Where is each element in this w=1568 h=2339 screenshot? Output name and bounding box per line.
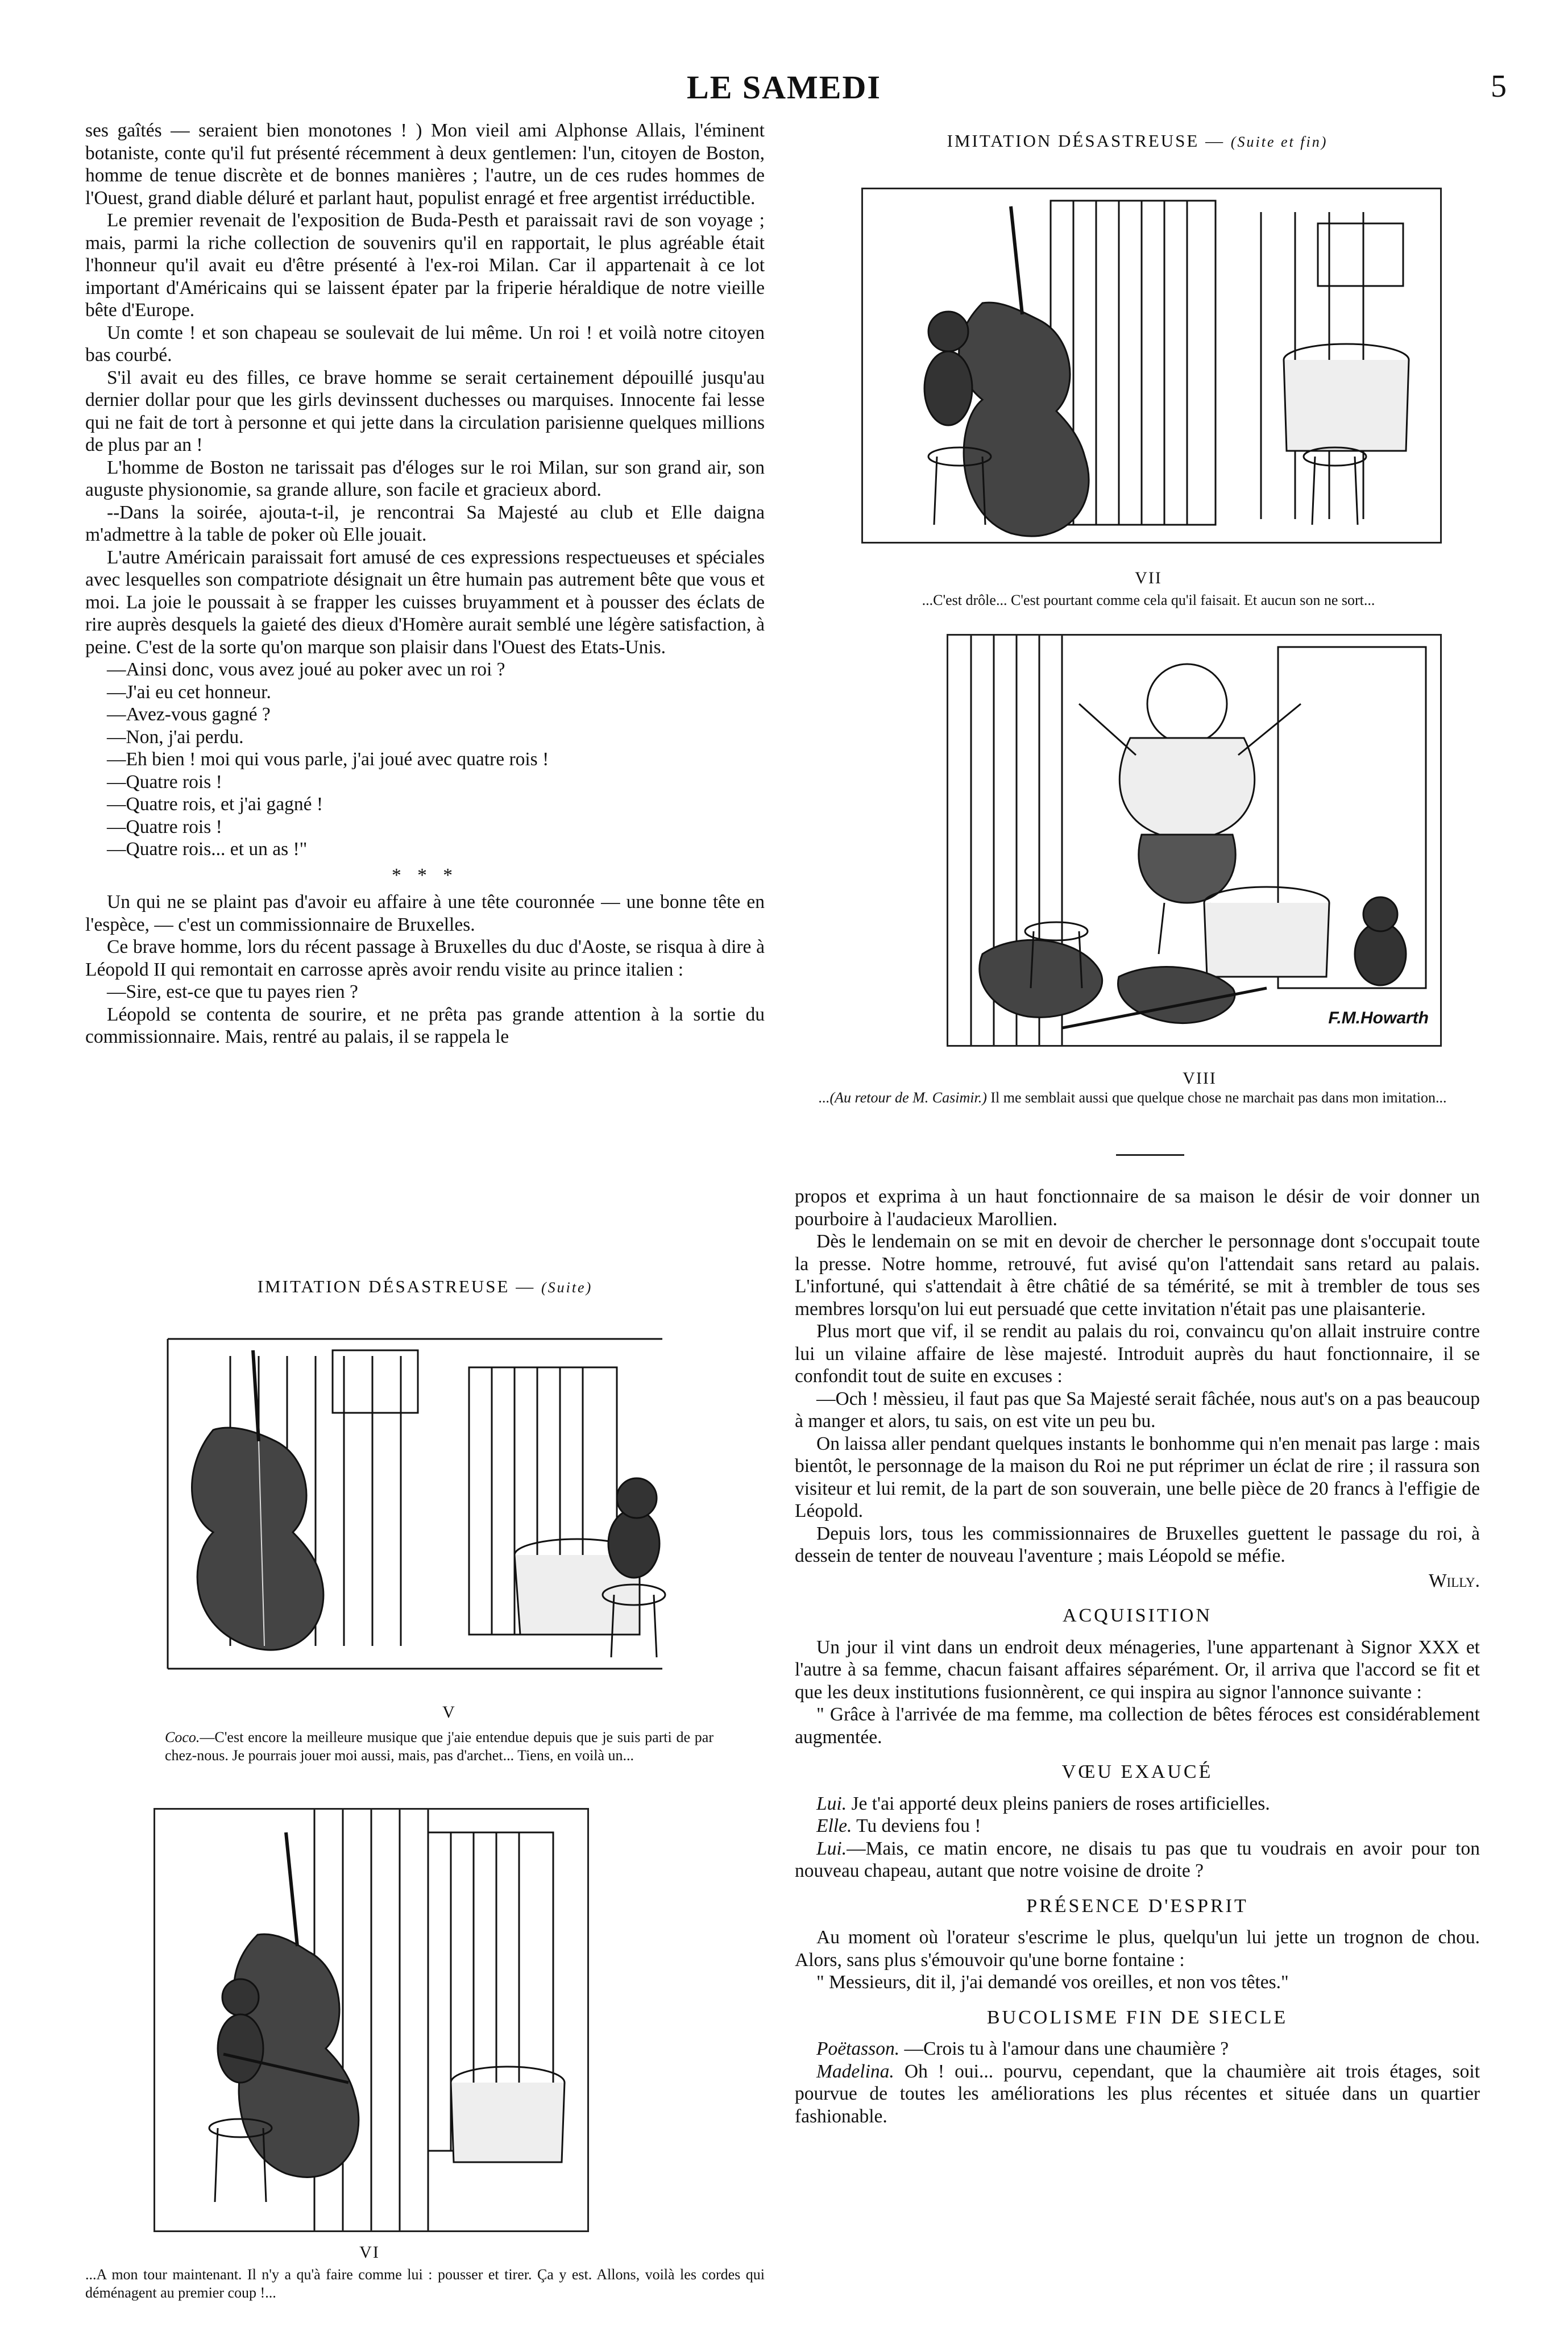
illustration-vii-caption: ...C'est drôle... C'est pourtant comme cela qu'il faisait. Et aucun son ne sort...: [922, 592, 1375, 608]
caption-speaker: Coco.: [165, 1729, 200, 1745]
paragraph: Un jour il vint dans un endroit deux ménageries, l'une appartenant à Signor XXX et l'autre à sa femme, chacun faisant affaires séparément. Or, il arriva que l'accord se fit et que les deux institutions fusionnèrent, ce qui inspira au signor l'annonce suivante :: [795, 1636, 1480, 1703]
caption-text: —C'est encore la meilleure musique que j'aie entendue depuis que je suis parti de par chez-nous. Je pourrais jouer moi aussi, mais, pas d'archet... Tiens, en voilà un...: [165, 1729, 714, 1764]
paragraph: S'il avait eu des filles, ce brave homme se serait certainement dépouillé jusqu'au dernier dollar pour que les girls devinssent duchesses ou marquises. Innocente fai lesse qui ne fait de tort à personne et qui jette dans la circulation parisienne quelques millions de plus par an !: [85, 367, 765, 455]
dialogue-line: —Quatre rois !: [107, 771, 222, 793]
illustration-viii-caption: [819, 1089, 1478, 1107]
dialogue-line: —Ainsi donc, vous avez joué au poker avec un roi ?: [107, 659, 505, 680]
dialogue-line: —Quatre rois !: [107, 816, 222, 837]
illustration-title-left: [85, 1276, 765, 1297]
illustration-viii-numeral: VIII: [1183, 1069, 1217, 1088]
dialogue-line: —Quatre rois, et j'ai gagné !: [107, 794, 323, 815]
divider: [1116, 1154, 1184, 1156]
section-title-presence: PRÉSENCE D'ESPRIT: [1026, 1895, 1248, 1917]
illustration-vi-numeral: VI: [359, 2243, 380, 2262]
dialogue-line: —Quatre rois... et un as !": [107, 839, 308, 860]
page-header: [0, 68, 1568, 119]
illustration-vi: [154, 1808, 589, 2232]
paragraph: ses gaîtés — seraient bien monotones ! ) Mon vieil ami Alphonse Allais, l'éminent botaniste, conte qu'il fut présenté récemment à deux gentlemen: l'un, citoyen de Boston, homme de tenue discrète et de bonnes manières ; l'autre, un de ces rudes hommes de l'Ouest, grand diable déluré et parlant haut, populist enragé et free argentist irréductible.: [85, 120, 765, 209]
illustration-v-drawing: [151, 1328, 694, 1683]
illustration-vii: [861, 188, 1442, 544]
illustration-vi-caption: ...A mon tour maintenant. Il n'y a qu'à faire comme lui : pousser et tirer. Ça y est. Allons, voilà les cordes qui déménagent au premier coup !...: [85, 2266, 765, 2301]
paragraph: Plus mort que vif, il se rendit au palais du roi, convaincu qu'on allait instruire contre lui un vilaine affaire de lèse majesté. Introduit auprès du haut fonctionnaire, il se confondit tout de suite en excuses :: [795, 1321, 1480, 1387]
speaker: Lui.: [816, 1793, 847, 1814]
illustration-title-suffix: (Suite et fin): [1230, 134, 1328, 150]
illustration-v: [151, 1328, 694, 1683]
left-column: [85, 119, 765, 1048]
illustration-title-text: IMITATION DÉSASTREUSE —: [947, 131, 1225, 151]
speaker: Elle.: [816, 1815, 852, 1836]
dialogue-line: [795, 2038, 1480, 2060]
speaker: Madelina.: [816, 2060, 894, 2082]
section-title-bucolisme: BUCOLISME FIN DE SIECLE: [986, 2006, 1288, 2028]
paragraph: On laissa aller pendant quelques instants le bonhomme qui n'en menait pas large : mais bientôt, le personnage de la maison du Roi ne put réprimer un éclat de rire ; il rassura son visiteur et lui remit, de la part de son souverain, une belle pièce de 20 francs à l'effigie de Léopold.: [795, 1433, 1480, 1521]
paragraph: --Dans la soirée, ajouta-t-il, je rencontrai Sa Majesté au club et Elle daigna m'admettre à la table de poker où Elle jouait.: [85, 501, 765, 545]
illustration-title-suffix: (Suite): [541, 1279, 593, 1296]
illustration-v-numeral: V: [442, 1703, 456, 1722]
illustration-viii: [947, 634, 1442, 1047]
line-text: —Crois tu à l'amour dans une chaumière ?: [904, 2038, 1229, 2059]
illustration-viii-drawing: [948, 636, 1440, 1045]
section-separator: * * *: [392, 864, 458, 886]
paragraph: " Grâce à l'arrivée de ma femme, ma collection de bêtes féroces est considérablement augmentée.: [795, 1704, 1480, 1748]
line-text: Je t'ai apporté deux pleins paniers de roses artificielles.: [851, 1793, 1270, 1814]
illustration-title-text: IMITATION DÉSASTREUSE —: [257, 1276, 536, 1296]
line-text: Tu deviens fou !: [856, 1815, 981, 1836]
paragraph: Le premier revenait de l'exposition de Buda-Pesth et paraissait ravi de son voyage ; mais, parmi la riche collection de souvenirs qu'il en rapportait, le plus agréable était l'honneur qu'il avait eu d'être présenté à l'ex-roi Milan. Car il appartenait à ce lot important d'Américains qui se laissent épater par la friperie héraldique de notre vieille bête d'Europe.: [85, 210, 765, 321]
paragraph: Léopold se contenta de sourire, et ne prêta pas grande attention à la sortie du commissionnaire. Mais, rentré au palais, il se rappela le: [85, 1003, 765, 1047]
paragraph: Un comte ! et son chapeau se soulevait de lui même. Un roi ! et voilà notre citoyen bas courbé.: [85, 322, 765, 366]
illustration-title-right: [795, 131, 1480, 151]
caption-text: Il me semblait aussi que quelque chose ne marchait pas dans mon imitation...: [990, 1089, 1447, 1106]
section-title-acquisition: ACQUISITION: [1062, 1605, 1213, 1626]
illustration-v-caption: [165, 1728, 714, 1765]
page-number: 5: [1491, 69, 1507, 104]
paragraph: Dès le lendemain on se mit en devoir de chercher le personnage dont s'occupait toute la presse. Notre homme, retrouvé, fut avisé qu'on l'attendait sans retard au palais. L'infortuné, qui s'attendait à être châtié de sa témérité, se mit à trembler de tous ses membres lorsqu'on lui eut persuadé que cette invitation n'était pas une plaisanterie.: [795, 1231, 1480, 1320]
dialogue-line: —Eh bien ! moi qui vous parle, j'ai joué avec quatre rois !: [107, 749, 549, 770]
paragraph: Un qui ne se plaint pas d'avoir eu affaire à une tête couronnée — une bonne tête en l'espèce, — c'est un commissionnaire de Bruxelles.: [85, 891, 765, 935]
line-text: —Mais, ce matin encore, ne disais tu pas que tu voudrais en avoir pour ton nouveau chapeau, autant que notre voisine de droite ?: [795, 1838, 1480, 1881]
dialogue-line: [795, 1815, 1480, 1838]
illustration-vi-drawing: [155, 1810, 587, 2230]
paragraph: —Sire, est-ce que tu payes rien ?: [107, 981, 358, 1002]
paragraph: L'homme de Boston ne tarissait pas d'éloges sur le roi Milan, sur son grand air, son auguste physionomie, sa grande allure, son facile et gracieux abord.: [85, 457, 765, 500]
caption-speaker: ...(Au retour de M. Casimir.): [819, 1089, 987, 1106]
newspaper-title: LE SAMEDI: [687, 69, 881, 106]
signature: Willy.: [1428, 1570, 1480, 1591]
speaker: Poëtasson.: [816, 2038, 900, 2059]
dialogue-line: —Non, j'ai perdu.: [107, 726, 244, 748]
dialogue-line: —J'ai eu cet honneur.: [107, 681, 271, 703]
paragraph: propos et exprima à un haut fonctionnaire de sa maison le désir de voir donner un pourboire à l'audacieux Marollien.: [795, 1186, 1480, 1230]
dialogue-line: [795, 1793, 1480, 1815]
speaker: Lui.: [816, 1838, 847, 1859]
paragraph: —Och ! mèssieu, il faut pas que Sa Majesté serait fâchée, nous aut's on a pas beaucoup à manger et alors, tu sais, on est vite un peu bu.: [795, 1388, 1480, 1432]
paragraph: Depuis lors, tous les commissionnaires de Bruxelles guettent le passage du roi, à dessein de tenter de nouveau l'aventure ; mais Léopold se méfie.: [795, 1523, 1480, 1566]
line-text: Oh ! oui... pourvu, cependant, que la chaumière ait trois étages, soit pourvue de toutes les améliorations les plus récentes et située dans un quartier fashionable.: [795, 2060, 1480, 2127]
section-title-voeu: VŒU EXAUCÉ: [1061, 1761, 1213, 1782]
illustration-vii-drawing: [863, 189, 1440, 542]
paragraph: Ce brave homme, lors du récent passage à Bruxelles du duc d'Aoste, se risqua à dire à Léopold II qui remontait en carrosse après avoir rendu visite au prince italien :: [85, 936, 765, 980]
illustration-vii-numeral: VII: [1135, 569, 1162, 587]
dialogue-line: —Avez-vous gagné ?: [107, 704, 271, 725]
dialogue-line: [795, 2060, 1480, 2128]
artist-signature: F.M.Howarth: [1328, 1009, 1429, 1027]
paragraph: Au moment où l'orateur s'escrime le plus, quelqu'un lui jette un trognon de chou. Alors, sans plus s'émouvoir qu'une borne fontaine :: [795, 1927, 1480, 1971]
right-column: [795, 1185, 1480, 2128]
dialogue-line: [795, 1838, 1480, 1882]
paragraph: " Messieurs, dit il, j'ai demandé vos oreilles, et non vos têtes.": [816, 1972, 1289, 1993]
paragraph: L'autre Américain paraissait fort amusé de ces expressions respectueuses et spéciales avec lesquelles son compatriote désignait un être humain pas autrement bête que vous et moi. La joie le poussait à se frapper les cuisses bruyamment et à pousser des éclats de rire auprès desquels la gaieté des dieux d'Homère aurait semblé une légère satisfaction, à peine. C'est de la sorte qu'on marque son plaisir dans l'Ouest des Etats-Unis.: [85, 546, 765, 658]
